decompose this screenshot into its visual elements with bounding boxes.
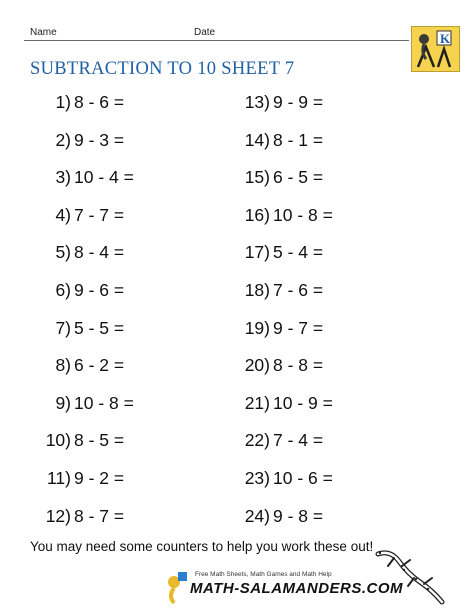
question-number: 19) — [244, 317, 270, 338]
question-row — [229, 159, 333, 197]
question-number: 23) — [244, 467, 270, 488]
question-row — [229, 272, 333, 310]
footer-brand: MATH-SALAMANDERS.COM — [190, 580, 404, 597]
question-expression: 6 - 2 = — [74, 355, 125, 376]
footer-tagline: Free Math Sheets, Math Games and Math Help — [195, 571, 332, 578]
question-number: 22) — [244, 430, 270, 451]
question-expression: 10 - 9 = — [273, 392, 333, 413]
question-number: 16) — [244, 204, 270, 225]
question-number: 24) — [244, 505, 270, 526]
question-column-right — [229, 84, 333, 535]
question-number: 1) — [55, 92, 71, 112]
worksheet-title: SUBTRACTION TO 10 SHEET 7 — [30, 59, 295, 79]
question-expression: 10 - 6 = — [273, 467, 333, 488]
question-expression: 8 - 4 = — [74, 242, 125, 263]
question-number: 18) — [244, 279, 270, 300]
question-expression: 7 - 7 = — [74, 204, 125, 225]
question-number: 7) — [55, 317, 71, 338]
question-number: 20) — [244, 355, 270, 376]
question-row — [229, 347, 333, 385]
question-row — [30, 460, 134, 498]
question-row — [30, 272, 134, 310]
question-number: 5) — [55, 242, 71, 263]
question-expression: 8 - 5 = — [74, 430, 125, 451]
question-row — [229, 234, 333, 272]
question-row — [229, 460, 333, 498]
question-expression: 10 - 8 = — [273, 204, 333, 225]
question-row — [30, 84, 134, 122]
question-expression: 9 - 2 = — [74, 467, 125, 488]
question-expression: 6 - 5 = — [273, 167, 324, 188]
question-row — [30, 197, 134, 235]
question-row — [30, 347, 134, 385]
question-number: 12) — [45, 505, 71, 526]
salamander-icon — [368, 548, 450, 608]
question-expression: 7 - 6 = — [273, 279, 324, 300]
question-expression: 9 - 6 = — [74, 279, 125, 300]
question-row — [30, 159, 134, 197]
question-column-left — [30, 84, 134, 535]
question-row — [30, 234, 134, 272]
svg-text:K: K — [440, 31, 451, 46]
question-row — [229, 197, 333, 235]
question-row — [229, 122, 333, 160]
question-expression: 8 - 1 = — [273, 129, 324, 150]
question-expression: 9 - 9 = — [273, 92, 324, 112]
question-number: 15) — [244, 167, 270, 188]
date-label: Date — [194, 27, 216, 38]
question-row — [30, 422, 134, 460]
question-expression: 10 - 4 = — [74, 167, 134, 188]
question-row — [229, 84, 333, 122]
kindergarten-salamander-logo-icon — [411, 26, 460, 72]
question-row — [30, 122, 134, 160]
question-number: 2) — [55, 129, 71, 150]
footnote-text: You may need some counters to help you work these out! — [30, 539, 374, 554]
question-expression: 5 - 4 = — [273, 242, 324, 263]
question-number: 10) — [45, 430, 71, 451]
question-number: 3) — [55, 167, 71, 188]
question-expression: 10 - 8 = — [74, 392, 134, 413]
question-row — [229, 422, 333, 460]
question-expression: 5 - 5 = — [74, 317, 125, 338]
question-expression: 9 - 8 = — [273, 505, 324, 526]
question-number: 4) — [55, 204, 71, 225]
question-expression: 8 - 8 = — [273, 355, 324, 376]
question-row — [229, 310, 333, 348]
question-row — [229, 385, 333, 423]
question-number: 8) — [55, 355, 71, 376]
question-expression: 9 - 7 = — [273, 317, 324, 338]
question-row — [30, 385, 134, 423]
question-number: 6) — [55, 279, 71, 300]
question-number: 21) — [244, 392, 270, 413]
question-number: 9) — [55, 392, 71, 413]
question-expression: 9 - 3 = — [74, 129, 125, 150]
question-expression: 8 - 6 = — [74, 92, 125, 112]
question-number: 11) — [47, 467, 71, 488]
question-row — [229, 498, 333, 536]
question-row — [30, 310, 134, 348]
question-number: 17) — [244, 242, 270, 263]
question-number: 13) — [244, 92, 270, 112]
question-number: 14) — [244, 129, 270, 150]
question-expression: 7 - 4 = — [273, 430, 324, 451]
name-label: Name — [30, 27, 57, 38]
header-divider — [24, 40, 409, 41]
question-expression: 8 - 7 = — [74, 505, 125, 526]
question-row — [30, 498, 134, 536]
